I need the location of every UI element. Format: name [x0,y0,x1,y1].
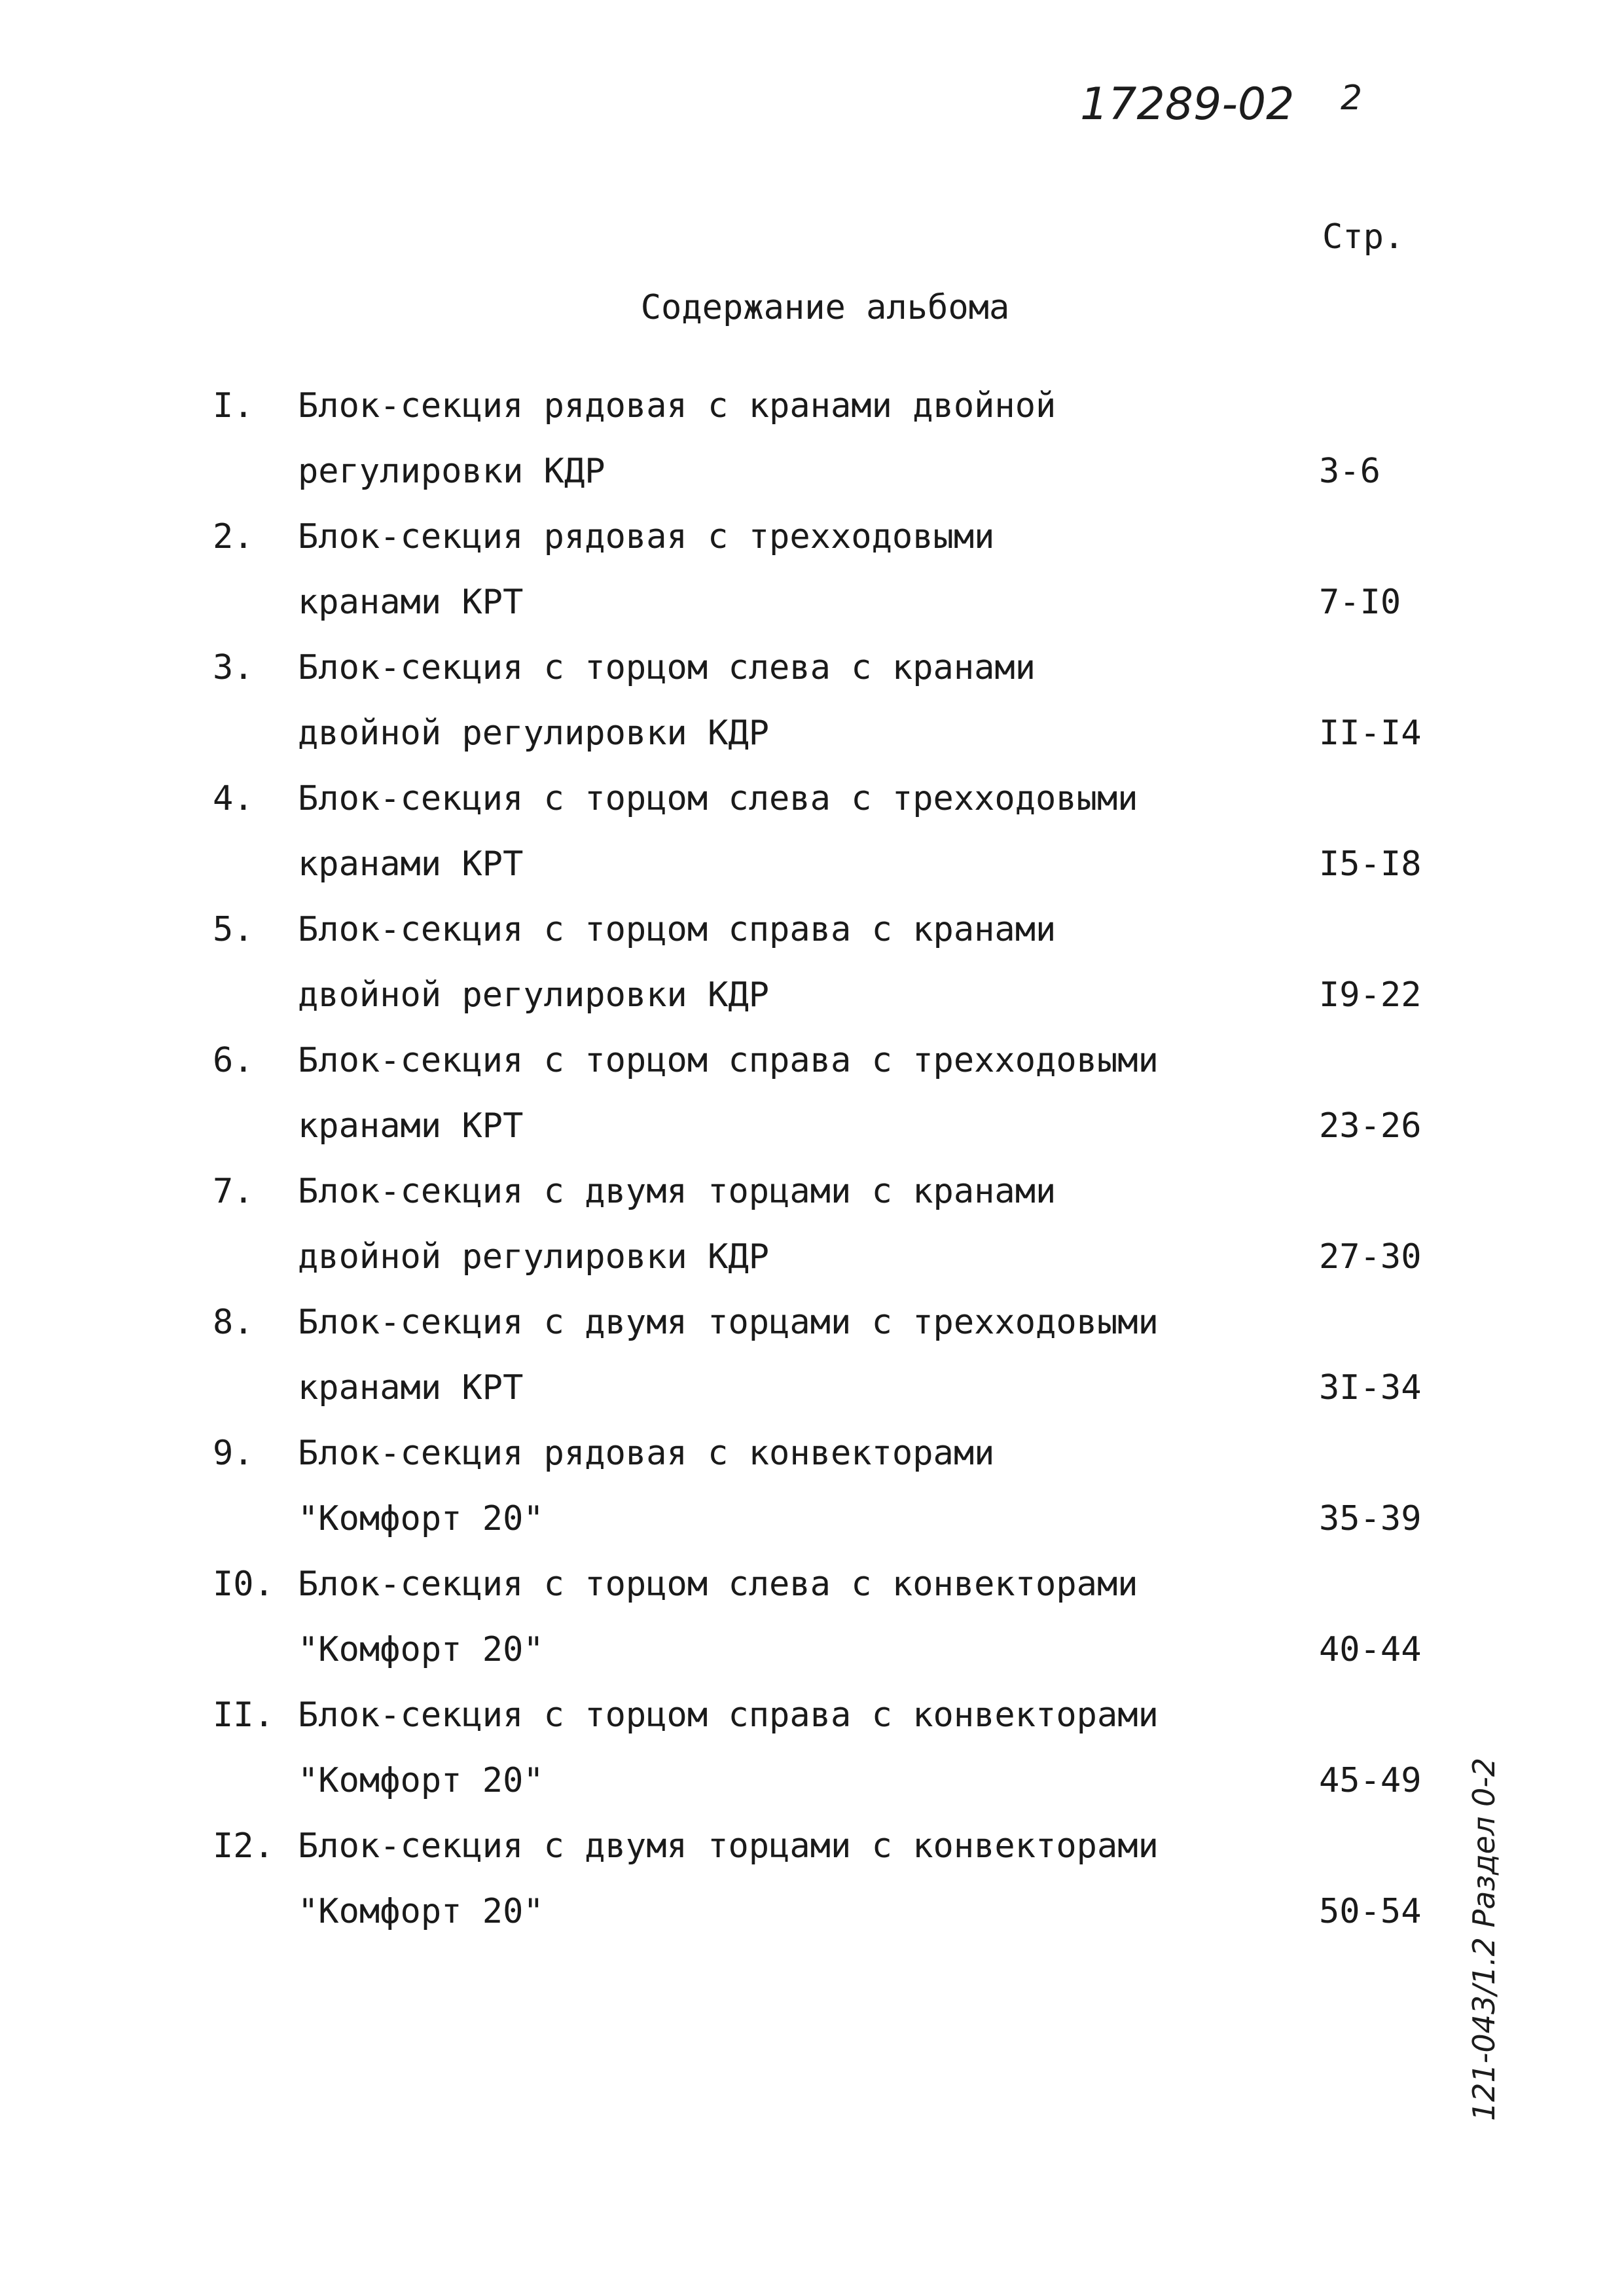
toc-item-title: Блок-секция рядовая с конвекторами [298,1434,995,1473]
toc-item-title-continued: кранами КРТ [298,583,524,622]
toc-item-title: Блок-секция рядовая с кранами двойной [298,386,1056,426]
toc-item-pages: 27-30 [1319,1237,1422,1277]
toc-item-number: 5. [213,910,254,949]
toc-item-title: Блок-секция с двумя торцами с кранами [298,1172,1056,1211]
toc-item-title: Блок-секция рядовая с трехходовыми [298,517,995,556]
toc-item-pages: II-I4 [1319,714,1422,753]
toc-item-title: Блок-секция с торцом слева с трехходовыми [298,779,1138,818]
page-column-header: Стр. [1322,217,1405,257]
toc-item-title-continued: "Комфорт 20" [298,1892,544,1931]
toc-item-pages: 50-54 [1319,1892,1422,1931]
toc-item-number: I. [213,386,254,426]
toc-item-title-continued: кранами КРТ [298,844,524,884]
toc-item-number: I0. [213,1565,274,1604]
toc-item-number: II. [213,1696,274,1735]
toc-item-pages: I5-I8 [1319,844,1422,884]
toc-item-title-continued: двойной регулировки КДР [298,975,770,1015]
toc-item-pages: 35-39 [1319,1499,1422,1538]
toc-item-title-continued: двойной регулировки КДР [298,714,770,753]
toc-item-title: Блок-секция с двумя торцами с трехходовыми [298,1303,1159,1342]
sheet-number: 2 [1341,79,1363,118]
toc-item-number: 8. [213,1303,254,1342]
toc-item-pages: 7-I0 [1319,583,1401,622]
toc-item-title-continued: "Комфорт 20" [298,1630,544,1669]
side-margin-note: 121-043/1.2 Раздел 0-2 [1466,1757,1502,2121]
toc-item-number: 6. [213,1041,254,1080]
toc-item-number: I2. [213,1826,274,1866]
toc-item-pages: 45-49 [1319,1761,1422,1800]
toc-item-pages: 23-26 [1319,1106,1422,1146]
album-title: Содержание альбома [640,288,1010,327]
toc-item-title-continued: регулировки КДР [298,452,605,491]
toc-item-pages: I9-22 [1319,975,1422,1015]
toc-item-title-continued: кранами КРТ [298,1368,524,1407]
toc-item-title-continued: кранами КРТ [298,1106,524,1146]
toc-item-pages: 40-44 [1319,1630,1422,1669]
toc-item-number: 3. [213,648,254,687]
toc-item-title-continued: двойной регулировки КДР [298,1237,770,1277]
document-number: 17289-02 [1080,79,1295,130]
toc-item-title: Блок-секция с торцом слева с кранами [298,648,1036,687]
toc-item-title: Блок-секция с торцом справа с кранами [298,910,1056,949]
toc-item-pages: 3-6 [1319,452,1380,491]
toc-item-title: Блок-секция с торцом справа с конвекторами [298,1696,1159,1735]
toc-item-number: 4. [213,779,254,818]
toc-item-number: 9. [213,1434,254,1473]
toc-item-title-continued: "Комфорт 20" [298,1499,544,1538]
toc-item-pages: 3I-34 [1319,1368,1422,1407]
toc-item-number: 7. [213,1172,254,1211]
toc-item-title: Блок-секция с двумя торцами с конвекторами [298,1826,1159,1866]
toc-item-title: Блок-секция с торцом справа с трехходовыми [298,1041,1159,1080]
toc-item-title-continued: "Комфорт 20" [298,1761,544,1800]
toc-item-title: Блок-секция с торцом слева с конвекторами [298,1565,1138,1604]
toc-item-number: 2. [213,517,254,556]
